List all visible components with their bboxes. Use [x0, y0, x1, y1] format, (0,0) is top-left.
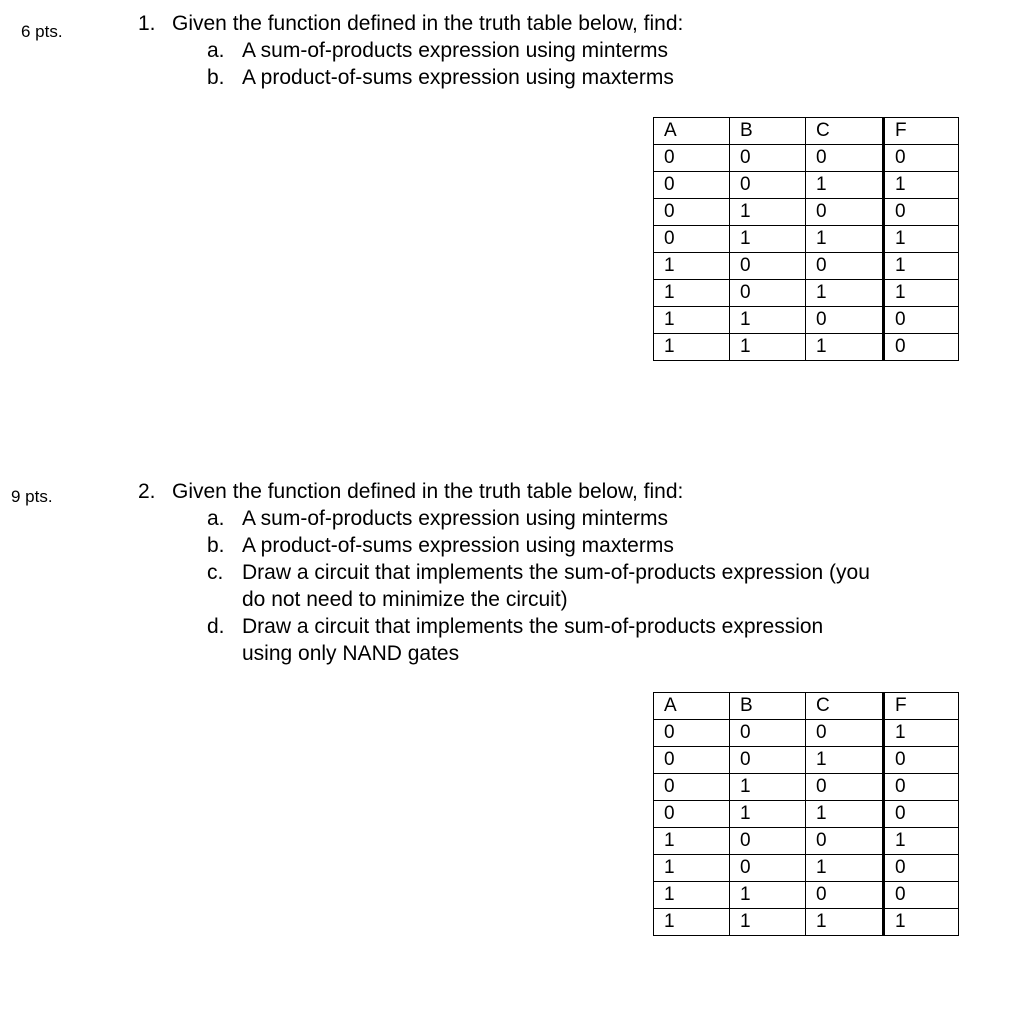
table-cell: 1: [730, 774, 806, 801]
table-row: [654, 747, 959, 774]
table-cell: 1: [806, 801, 884, 828]
q1-part-a-text: A sum-of-products expression using minterms: [242, 39, 668, 62]
table-cell: 1: [806, 747, 884, 774]
table-cell: 0: [730, 172, 806, 199]
table-cell: 1: [806, 280, 884, 307]
q2-prompt: Given the function defined in the truth table below, find:: [172, 480, 684, 503]
table-row: [654, 334, 959, 361]
table-cell: 1: [730, 226, 806, 253]
q1-prompt: Given the function defined in the truth table below, find:: [172, 12, 684, 35]
table-row: [654, 909, 959, 936]
table-row: [654, 280, 959, 307]
q2-part-a-letter: a.: [207, 507, 225, 530]
table-cell: 0: [654, 747, 730, 774]
table-cell: 1: [884, 226, 959, 253]
header-cell: F: [884, 693, 959, 720]
table-cell: 1: [806, 226, 884, 253]
table-cell: 0: [806, 307, 884, 334]
table-cell: 0: [806, 253, 884, 280]
q2-points: 9 pts.: [11, 487, 53, 506]
table-cell: 0: [654, 801, 730, 828]
header-cell: B: [730, 693, 806, 720]
table-cell: 1: [654, 882, 730, 909]
q2-truth-table: [653, 692, 959, 936]
header-cell: F: [884, 118, 959, 145]
table-cell: 1: [884, 909, 959, 936]
table-row: [654, 828, 959, 855]
table-cell: 1: [730, 801, 806, 828]
table-cell: 0: [806, 828, 884, 855]
table-cell: 0: [730, 828, 806, 855]
table-row: [654, 855, 959, 882]
table-cell: 0: [884, 774, 959, 801]
table-cell: 0: [884, 747, 959, 774]
table-cell: 1: [654, 280, 730, 307]
header-cell: A: [654, 693, 730, 720]
table-cell: 1: [730, 307, 806, 334]
table-cell: 1: [730, 909, 806, 936]
q2-part-b-text: A product-of-sums expression using maxterms: [242, 534, 674, 557]
table-cell: 1: [884, 172, 959, 199]
table-cell: 0: [806, 774, 884, 801]
table-cell: 1: [654, 253, 730, 280]
table-cell: 0: [654, 226, 730, 253]
q2-part-d-line1: Draw a circuit that implements the sum-of-products expression: [242, 615, 824, 638]
table-cell: 1: [884, 720, 959, 747]
table-cell: 0: [884, 145, 959, 172]
table-cell: 0: [806, 720, 884, 747]
header-cell: A: [654, 118, 730, 145]
table-row: [654, 307, 959, 334]
table-cell: 0: [806, 882, 884, 909]
table-cell: 0: [884, 882, 959, 909]
q1-part-b-letter: b.: [207, 66, 225, 89]
table-cell: 1: [884, 828, 959, 855]
header-cell: C: [806, 693, 884, 720]
table-cell: 1: [730, 334, 806, 361]
header-cell: B: [730, 118, 806, 145]
table-cell: 0: [730, 145, 806, 172]
table-cell: 1: [806, 172, 884, 199]
q1-part-a-letter: a.: [207, 39, 225, 62]
table-cell: 0: [884, 855, 959, 882]
q2-number: 2.: [138, 480, 156, 503]
q1-truth-table: [653, 117, 959, 361]
table-cell: 1: [730, 882, 806, 909]
q2-part-c-letter: c.: [207, 561, 224, 584]
table-cell: 1: [654, 909, 730, 936]
table-cell: 0: [884, 801, 959, 828]
table-cell: 1: [654, 334, 730, 361]
table-row: [654, 199, 959, 226]
table-cell: 0: [884, 307, 959, 334]
header-cell: C: [806, 118, 884, 145]
table-cell: 1: [654, 855, 730, 882]
table-row: [654, 253, 959, 280]
table-cell: 0: [654, 199, 730, 226]
q2-part-c-line1: Draw a circuit that implements the sum-of-products expression (you: [242, 561, 870, 584]
table-cell: 1: [884, 253, 959, 280]
table-cell: 1: [654, 828, 730, 855]
table-cell: 0: [654, 172, 730, 199]
table-row: [654, 882, 959, 909]
table-row: [654, 774, 959, 801]
table-cell: 1: [806, 334, 884, 361]
table-cell: 1: [654, 307, 730, 334]
table-cell: 0: [654, 720, 730, 747]
truth-table-header-row: [654, 693, 959, 720]
table-cell: 0: [730, 720, 806, 747]
table-cell: 0: [884, 199, 959, 226]
table-cell: 0: [654, 145, 730, 172]
q2-part-c-line2: do not need to minimize the circuit): [242, 588, 568, 611]
table-row: [654, 226, 959, 253]
table-cell: 0: [730, 747, 806, 774]
table-cell: 0: [884, 334, 959, 361]
q1-part-b-text: A product-of-sums expression using maxterms: [242, 66, 674, 89]
table-cell: 1: [730, 199, 806, 226]
q1-points: 6 pts.: [21, 22, 63, 41]
table-cell: 1: [806, 909, 884, 936]
q2-part-a-text: A sum-of-products expression using minterms: [242, 507, 668, 530]
table-row: [654, 172, 959, 199]
table-cell: 1: [806, 855, 884, 882]
table-cell: 0: [730, 253, 806, 280]
table-cell: 1: [884, 280, 959, 307]
table-row: [654, 801, 959, 828]
q2-part-d-letter: d.: [207, 615, 225, 638]
table-row: [654, 145, 959, 172]
table-cell: 0: [730, 280, 806, 307]
table-row: [654, 720, 959, 747]
q1-number: 1.: [138, 12, 156, 35]
table-cell: 0: [654, 774, 730, 801]
table-cell: 0: [730, 855, 806, 882]
q2-part-b-letter: b.: [207, 534, 225, 557]
table-cell: 0: [806, 145, 884, 172]
q2-part-d-line2: using only NAND gates: [242, 642, 460, 665]
truth-table-header-row: [654, 118, 959, 145]
table-cell: 0: [806, 199, 884, 226]
